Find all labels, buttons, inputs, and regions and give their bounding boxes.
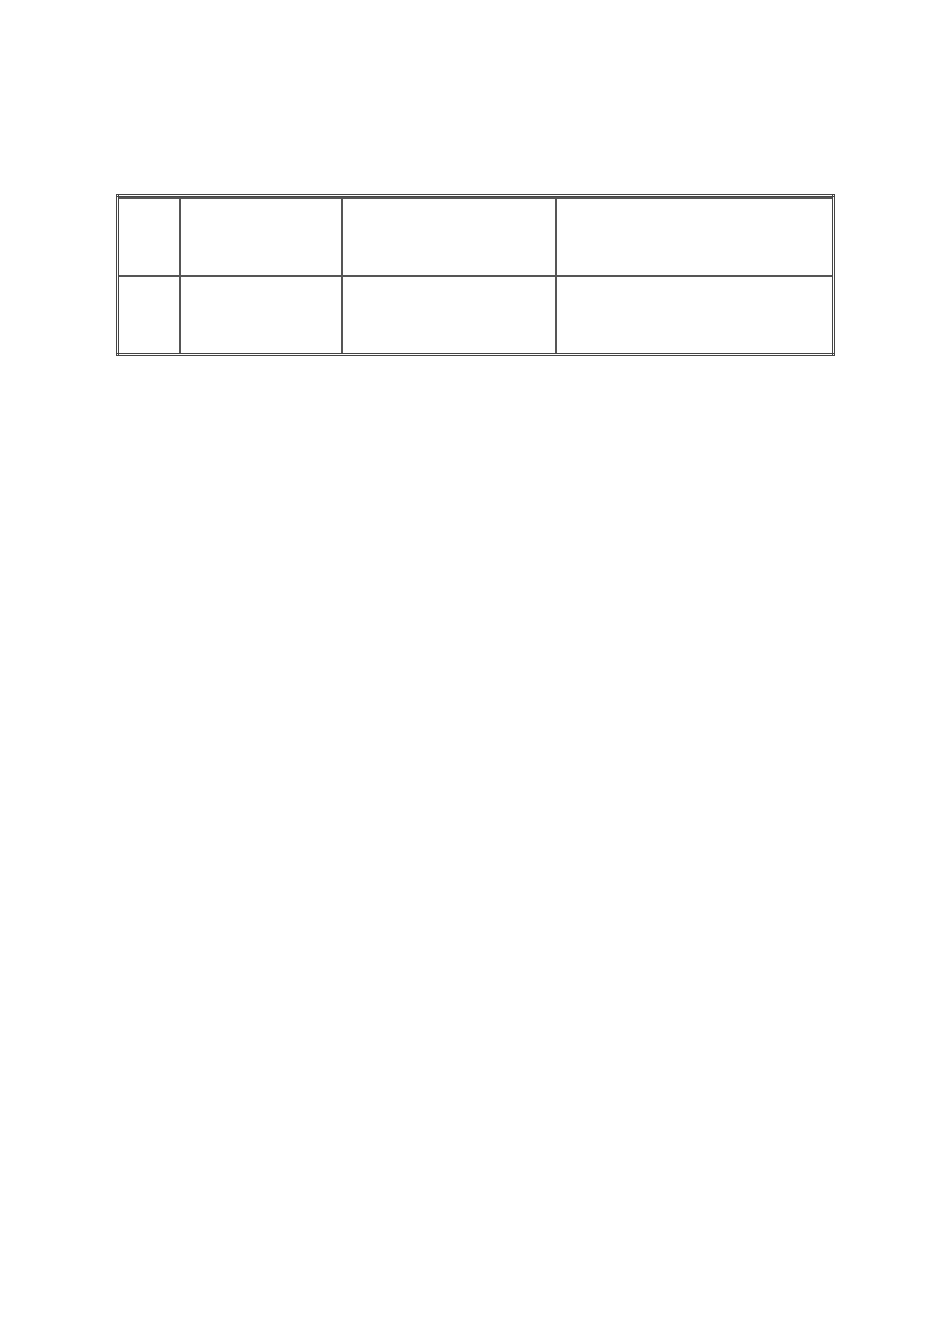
comparison-table <box>116 194 835 356</box>
pointer-item <box>98 681 852 706</box>
table-cell <box>118 276 180 354</box>
ammeter-item <box>98 508 852 533</box>
table-cell <box>180 276 342 354</box>
pointer-item <box>98 705 852 730</box>
table-cell <box>556 198 834 276</box>
ammeter-title <box>98 483 852 508</box>
draw-item <box>98 384 852 409</box>
section-heading <box>98 434 852 459</box>
table-cell <box>556 276 834 354</box>
document-page <box>98 118 852 829</box>
table-cell <box>342 198 556 276</box>
table-cell <box>180 198 342 276</box>
table-row <box>118 198 834 276</box>
pointer-item <box>98 656 852 681</box>
pointer-item <box>98 631 852 656</box>
table-cell <box>342 276 556 354</box>
circuit-diagram-line <box>98 118 852 143</box>
key-notes-heading-2 <box>98 804 852 829</box>
draw-item <box>98 409 852 434</box>
series-feature <box>98 755 852 780</box>
features-title <box>98 730 852 755</box>
ammeter-item <box>98 532 852 557</box>
pointer-title <box>98 606 852 631</box>
draw-title <box>98 360 852 385</box>
current-item <box>98 458 852 483</box>
parallel-feature <box>98 779 852 804</box>
ammeter-item <box>98 582 852 607</box>
ammeter-item <box>98 557 852 582</box>
table-cell <box>118 198 180 276</box>
table-row <box>118 276 834 354</box>
key-notes-heading <box>98 143 852 168</box>
compare-title <box>98 167 852 192</box>
